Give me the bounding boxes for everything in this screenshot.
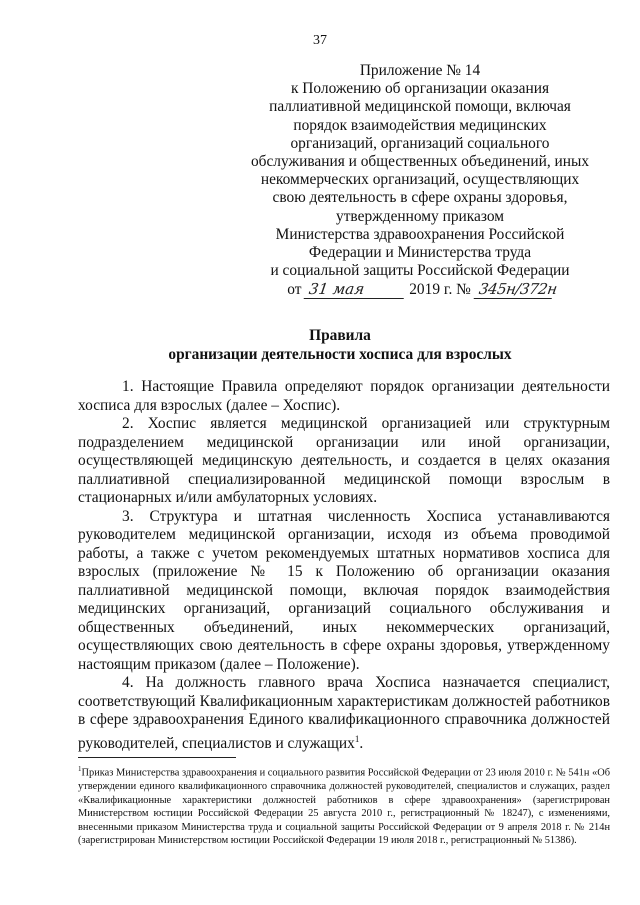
- appendix-line: некоммерческих организаций, осуществляющих: [260, 171, 580, 189]
- order-prefix: от: [287, 281, 302, 299]
- page-number: 37: [313, 33, 327, 48]
- appendix-line: свою деятельность в сфере охраны здоровья,: [272, 189, 568, 207]
- footnote-marker: 1: [78, 765, 82, 773]
- order-year: 2019 г. №: [409, 281, 471, 299]
- handwritten-date: 31 мая: [304, 280, 407, 299]
- appendix-line: организаций, организаций социального: [290, 134, 550, 152]
- paragraph-4: [78, 674, 610, 753]
- footnote-text: Приказ Министерства здравоохранения и социального развития Российской Федерации от 23 июля 2010 г. № 541н «Об утверждении единого квалификационного справочника должностей руководителей, специалистов и служащих, раздел «Квалификационные характеристики должностей работников в сфере здравоохранения» (зарегистрирован Министерством юстиции Российской Федерации 25 августа 2010 г., регистрационный № 18247), с изменениями, внесенными приказом Министерства труда и социальной защиты Российской Федерации от 9 апреля 2018 г. № 214н (зарегистрирован Министерством юстиции Российской Федерации 19 июля 2018 г., регистрационный № 51386).: [78, 767, 610, 847]
- footnote: [78, 763, 610, 848]
- appendix-line: утвержденному приказом: [336, 207, 504, 225]
- appendix-header: [250, 62, 590, 300]
- document-title: [0, 326, 640, 364]
- appendix-line: к Положению об организации оказания: [290, 80, 550, 98]
- appendix-line: Приложение № 14: [359, 62, 481, 79]
- footnote-divider: [78, 757, 236, 758]
- appendix-line: порядок взаимодействия медицинских: [293, 116, 547, 134]
- paragraph-4-end: .: [359, 734, 364, 752]
- title-line-2: организации деятельности хосписа для взрослых: [168, 346, 512, 363]
- appendix-line: паллиативной медицинской помощи, включая: [269, 98, 571, 116]
- paragraph-2: 2. Хоспис является медицинской организацией или структурным подразделением медицинской организации или иной организации, осуществляющей медицинскую деятельность, и создается в целях оказания паллиативной специализированной медицинской помощи взрослым в стационарных и/или амбулаторных условиях.: [78, 415, 610, 506]
- footnote-reference: 1: [354, 733, 360, 744]
- appendix-line: обслуживания и общественных объединений, иных: [250, 153, 590, 171]
- order-signature-line: [250, 280, 590, 299]
- document-body: [78, 378, 610, 753]
- title-line-1: Правила: [309, 327, 371, 344]
- paragraph-3: 3. Структура и штатная численность Хосписа устанавливаются руководителем медицинской организации, исходя из объема проводимой работы, а также с учетом рекомендуемых штатных нормативов хосписа для взрослых (приложение № 15 к Положению об организации оказания паллиативной медицинской помощи, включая порядок взаимодействия медицинских организаций, организаций социального обслуживания и общественных объединений, иных некоммерческих организаций, осуществляющих свою деятельность в сфере охраны здоровья, утвержденному настоящим приказом (далее – Положение).: [78, 507, 610, 673]
- appendix-line: Министерства здравоохранения Российской: [275, 225, 565, 243]
- appendix-line: Федерации и Министерства труда: [308, 244, 532, 262]
- handwritten-order-number: 345н/372н: [473, 280, 554, 299]
- appendix-line: и социальной защиты Российской Федерации: [270, 262, 570, 280]
- paragraph-1: 1. Настоящие Правила определяют порядок организации деятельности хосписа для взрослых (далее – Хоспис).: [78, 378, 610, 414]
- paragraph-4-text: 4. На должность главного врача Хосписа назначается специалист, соответствующий Квалификационным характеристикам должностей работников в сфере здравоохранения Единого квалификационного справочника должностей руководителей, специалистов и служащих: [78, 674, 610, 752]
